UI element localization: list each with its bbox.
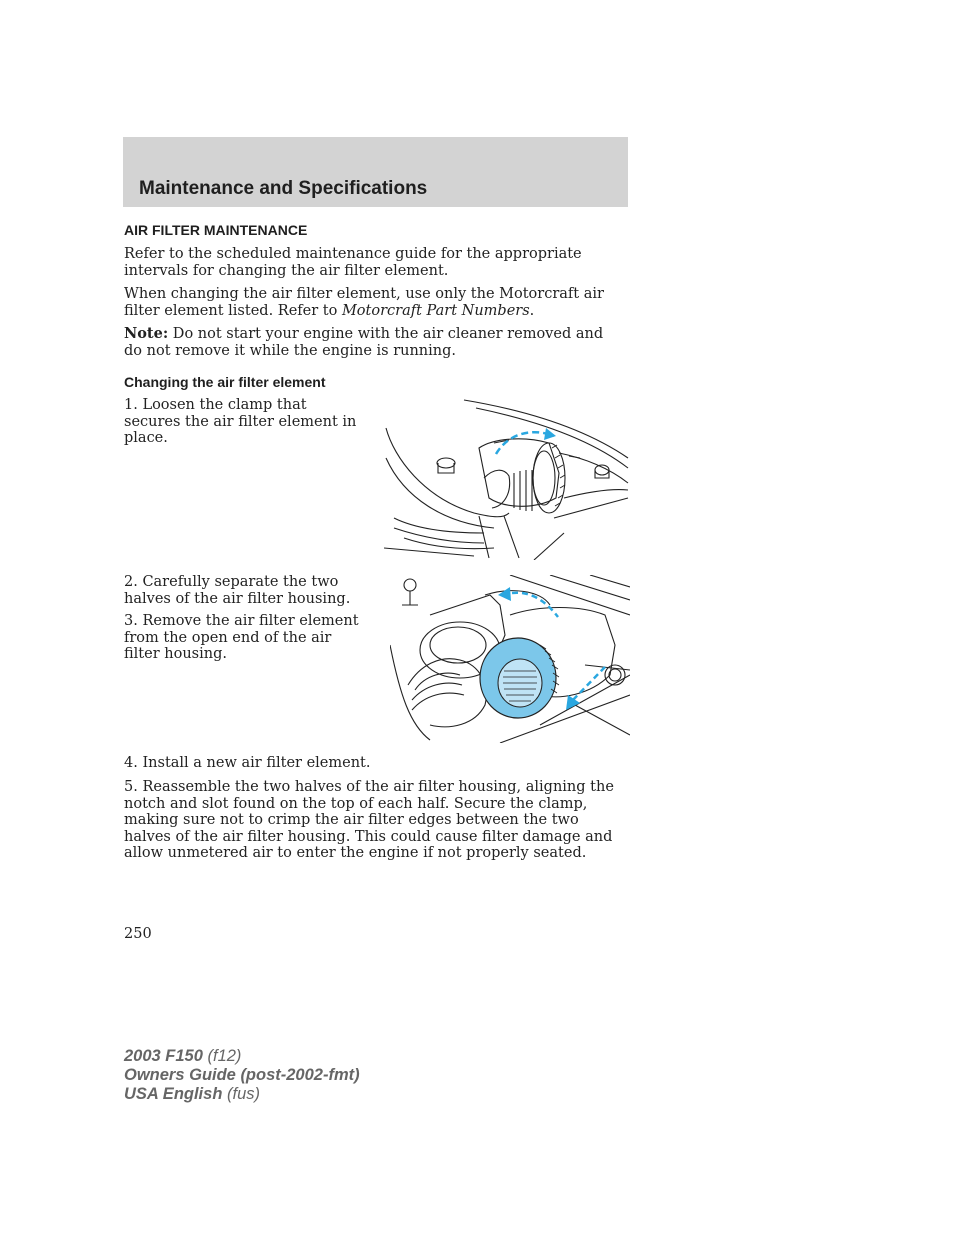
footer-guide: Owners Guide (post-2002-fmt) [124, 1066, 360, 1084]
step-4: 4. Install a new air filter element. [124, 755, 371, 771]
step-2: 2. Carefully separate the two halves of the air filter housing. [124, 574, 351, 607]
step-1: 1. Loosen the clamp that secures the air filter element in place. [124, 397, 357, 446]
step-5: 5. Reassemble the two halves of the air filter housing, aligning the notch and slot found on the top of each half. Secure the clamp, making sure not to crimp the air filter edges between the two halves of the air filter housing. This could cause filter damage and allow unmetered air to enter the engine if not properly seated. [124, 779, 614, 861]
motorcraft-paragraph [124, 286, 624, 319]
note-text: Do not start your engine with the air cleaner removed and do not remove it while the engine is running. [124, 326, 604, 359]
changing-subheading: Changing the air filter element [124, 374, 326, 390]
filter-element-illustration [390, 575, 630, 743]
footer-line-3 [124, 1085, 360, 1104]
footer-line-2 [124, 1066, 360, 1085]
intro-paragraph: Refer to the scheduled maintenance guide for the appropriate intervals for changing the air filter element. [124, 246, 582, 279]
page-number: 250 [124, 926, 152, 942]
step-3: 3. Remove the air filter element from the open end of the air filter housing. [124, 613, 359, 662]
footer-language-code: (fus) [222, 1085, 260, 1103]
section-header-band [123, 137, 628, 207]
clamp-illustration [384, 398, 630, 560]
motorcraft-paragraph-text: When changing the air filter element, use only the Motorcraft air filter element listed. Refer to [124, 286, 604, 319]
footer-language: USA English [124, 1085, 223, 1103]
motorcraft-part-numbers-reference: Motorcraft Part Numbers [341, 302, 530, 319]
document-footer [124, 1047, 360, 1104]
section-title: Maintenance and Specifications [139, 178, 428, 199]
footer-line-1 [124, 1047, 360, 1066]
article-heading: AIR FILTER MAINTENANCE [124, 222, 308, 238]
note-paragraph [124, 326, 624, 359]
footer-model: 2003 F150 [124, 1047, 203, 1065]
footer-model-code: (f12) [202, 1047, 242, 1065]
note-label: Note: [124, 325, 169, 342]
motorcraft-paragraph-end: . [529, 302, 535, 319]
